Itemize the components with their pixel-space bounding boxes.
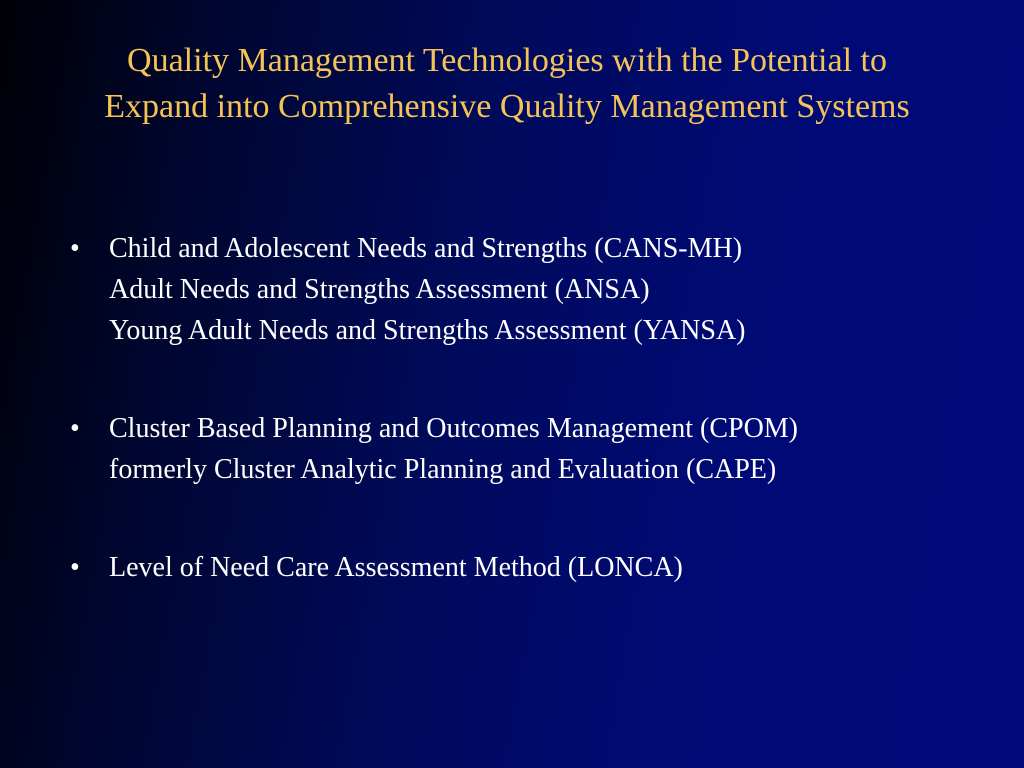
bullet-item-cpom <box>70 408 1000 490</box>
bullet-line: Child and Adolescent Needs and Strengths (CANS-MH) <box>109 233 743 264</box>
bullet-line: formerly Cluster Analytic Planning and Evaluation (CAPE) <box>109 454 777 485</box>
bullet-line: Young Adult Needs and Strengths Assessment (YANSA) <box>109 315 746 346</box>
bullet-list <box>70 228 1000 588</box>
bullet-line: Adult Needs and Strengths Assessment (ANSA) <box>109 274 650 305</box>
bullet-item-assessments <box>70 228 1000 351</box>
bullet-line: Cluster Based Planning and Outcomes Management (CPOM) <box>109 413 799 444</box>
bullet-dot: • <box>70 552 80 583</box>
bullet-dot: • <box>70 413 80 444</box>
slide-title <box>0 38 1014 130</box>
bullet-item-lonca <box>70 547 1000 588</box>
slide-title-line-1: Quality Management Technologies with the Potential to <box>127 42 887 79</box>
bullet-line: Level of Need Care Assessment Method (LONCA) <box>109 552 683 583</box>
slide-title-line-2: Expand into Comprehensive Quality Management Systems <box>104 88 910 125</box>
bullet-dot: • <box>70 233 80 264</box>
